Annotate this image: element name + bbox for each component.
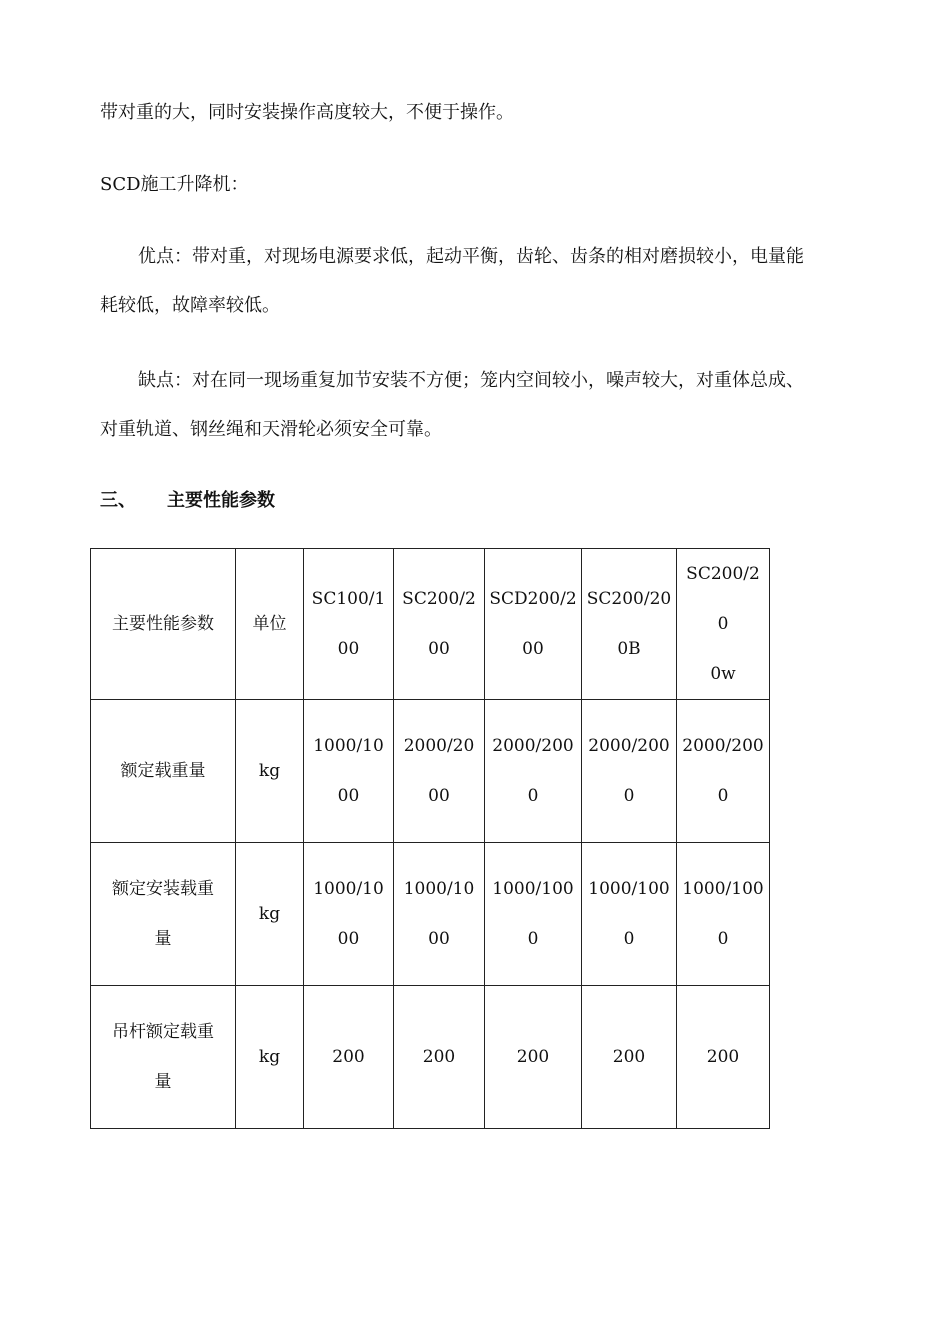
performance-parameters-table bbox=[90, 548, 770, 1129]
param-cell bbox=[91, 700, 236, 843]
cell-line: 1000/100 bbox=[682, 879, 764, 899]
value-cell bbox=[304, 700, 394, 843]
cell-line: 1000/100 bbox=[588, 879, 670, 899]
paragraph-line: 优点：带对重，对现场电源要求低，起动平衡，齿轮、齿条的相对磨损较小，电量能 bbox=[138, 246, 804, 267]
cell-line: SCD200/2 bbox=[489, 589, 577, 609]
cell-line: 00 bbox=[337, 929, 360, 949]
cell-line: 00 bbox=[337, 786, 360, 806]
cell-line: 1000/10 bbox=[403, 879, 475, 899]
cell-line: 200 bbox=[516, 1047, 550, 1067]
value-cell bbox=[677, 843, 770, 986]
cell-line: 0 bbox=[527, 929, 539, 949]
table-header-row bbox=[91, 549, 770, 700]
section-number: 三、 bbox=[100, 490, 136, 511]
cell-line: SC100/1 bbox=[311, 589, 386, 609]
cell-line: 额定载重量 bbox=[120, 761, 206, 781]
paragraph-line: 耗较低，故障率较低。 bbox=[100, 295, 280, 316]
header-cell-model bbox=[582, 549, 677, 700]
table-row bbox=[91, 700, 770, 843]
cell-line: 1000/10 bbox=[313, 736, 384, 756]
cell-line: 0B bbox=[617, 639, 641, 659]
cell-line: 0w bbox=[710, 664, 736, 684]
cell-line: 2000/200 bbox=[492, 736, 574, 756]
header-cell-unit: 单位 bbox=[236, 549, 304, 700]
cell-line: SC200/20 bbox=[686, 564, 760, 634]
header-cell-model bbox=[394, 549, 485, 700]
cell-line: 0 bbox=[527, 786, 539, 806]
header-cell-param: 主要性能参数 bbox=[91, 549, 236, 700]
cell-line: 200 bbox=[706, 1047, 740, 1067]
param-cell bbox=[91, 843, 236, 986]
cell-line: 00 bbox=[337, 639, 360, 659]
cell-line: 200 bbox=[612, 1047, 646, 1067]
cell-line: 2000/200 bbox=[682, 736, 764, 756]
cell-line: 量 bbox=[154, 929, 172, 949]
cell-line: 额定安装载重 bbox=[112, 879, 214, 899]
unit-cell: kg bbox=[236, 843, 304, 986]
cell-line: 00 bbox=[428, 786, 450, 806]
value-cell bbox=[582, 700, 677, 843]
cell-line: 1000/10 bbox=[313, 879, 384, 899]
cell-line: 0 bbox=[623, 786, 635, 806]
value-cell bbox=[394, 700, 485, 843]
cell-line: 0 bbox=[717, 929, 729, 949]
value-cell bbox=[485, 986, 582, 1129]
value-cell bbox=[304, 986, 394, 1129]
value-cell bbox=[677, 986, 770, 1129]
cell-line: 2000/200 bbox=[588, 736, 670, 756]
value-cell bbox=[394, 986, 485, 1129]
cell-line: 吊杆额定载重 bbox=[112, 1022, 214, 1042]
header-cell-model bbox=[485, 549, 582, 700]
cell-line: 00 bbox=[428, 639, 450, 659]
paragraph-line: 带对重的大，同时安装操作高度较大，不便于操作。 bbox=[100, 102, 514, 123]
header-cell-model bbox=[677, 549, 770, 700]
paragraph-line: SCD施工升降机： bbox=[100, 174, 249, 195]
cell-line: SC200/20 bbox=[586, 589, 672, 609]
cell-line: 00 bbox=[428, 929, 450, 949]
value-cell bbox=[304, 843, 394, 986]
section-heading bbox=[100, 489, 275, 513]
cell-line: 量 bbox=[154, 1072, 172, 1092]
section-title: 主要性能参数 bbox=[167, 490, 275, 511]
value-cell bbox=[394, 843, 485, 986]
param-cell bbox=[91, 986, 236, 1129]
cell-line: 200 bbox=[332, 1047, 365, 1067]
value-cell bbox=[485, 843, 582, 986]
cell-line: 200 bbox=[422, 1047, 456, 1067]
table-body bbox=[91, 549, 770, 1129]
unit-cell: kg bbox=[236, 700, 304, 843]
cell-line: SC200/2 bbox=[402, 589, 476, 609]
cell-line: 1000/100 bbox=[492, 879, 574, 899]
table-row bbox=[91, 986, 770, 1129]
unit-cell: kg bbox=[236, 986, 304, 1129]
value-cell bbox=[582, 843, 677, 986]
value-cell bbox=[582, 986, 677, 1129]
value-cell bbox=[485, 700, 582, 843]
table-row bbox=[91, 843, 770, 986]
cell-line: 2000/20 bbox=[403, 736, 475, 756]
value-cell bbox=[677, 700, 770, 843]
cell-line: 0 bbox=[623, 929, 635, 949]
paragraph-line: 对重轨道、钢丝绳和天滑轮必须安全可靠。 bbox=[100, 419, 442, 440]
cell-line: 00 bbox=[522, 639, 544, 659]
paragraph-line: 缺点：对在同一现场重复加节安装不方便；笼内空间较小，噪声较大，对重体总成、 bbox=[138, 370, 804, 391]
header-cell-model bbox=[304, 549, 394, 700]
cell-line: 0 bbox=[717, 786, 729, 806]
